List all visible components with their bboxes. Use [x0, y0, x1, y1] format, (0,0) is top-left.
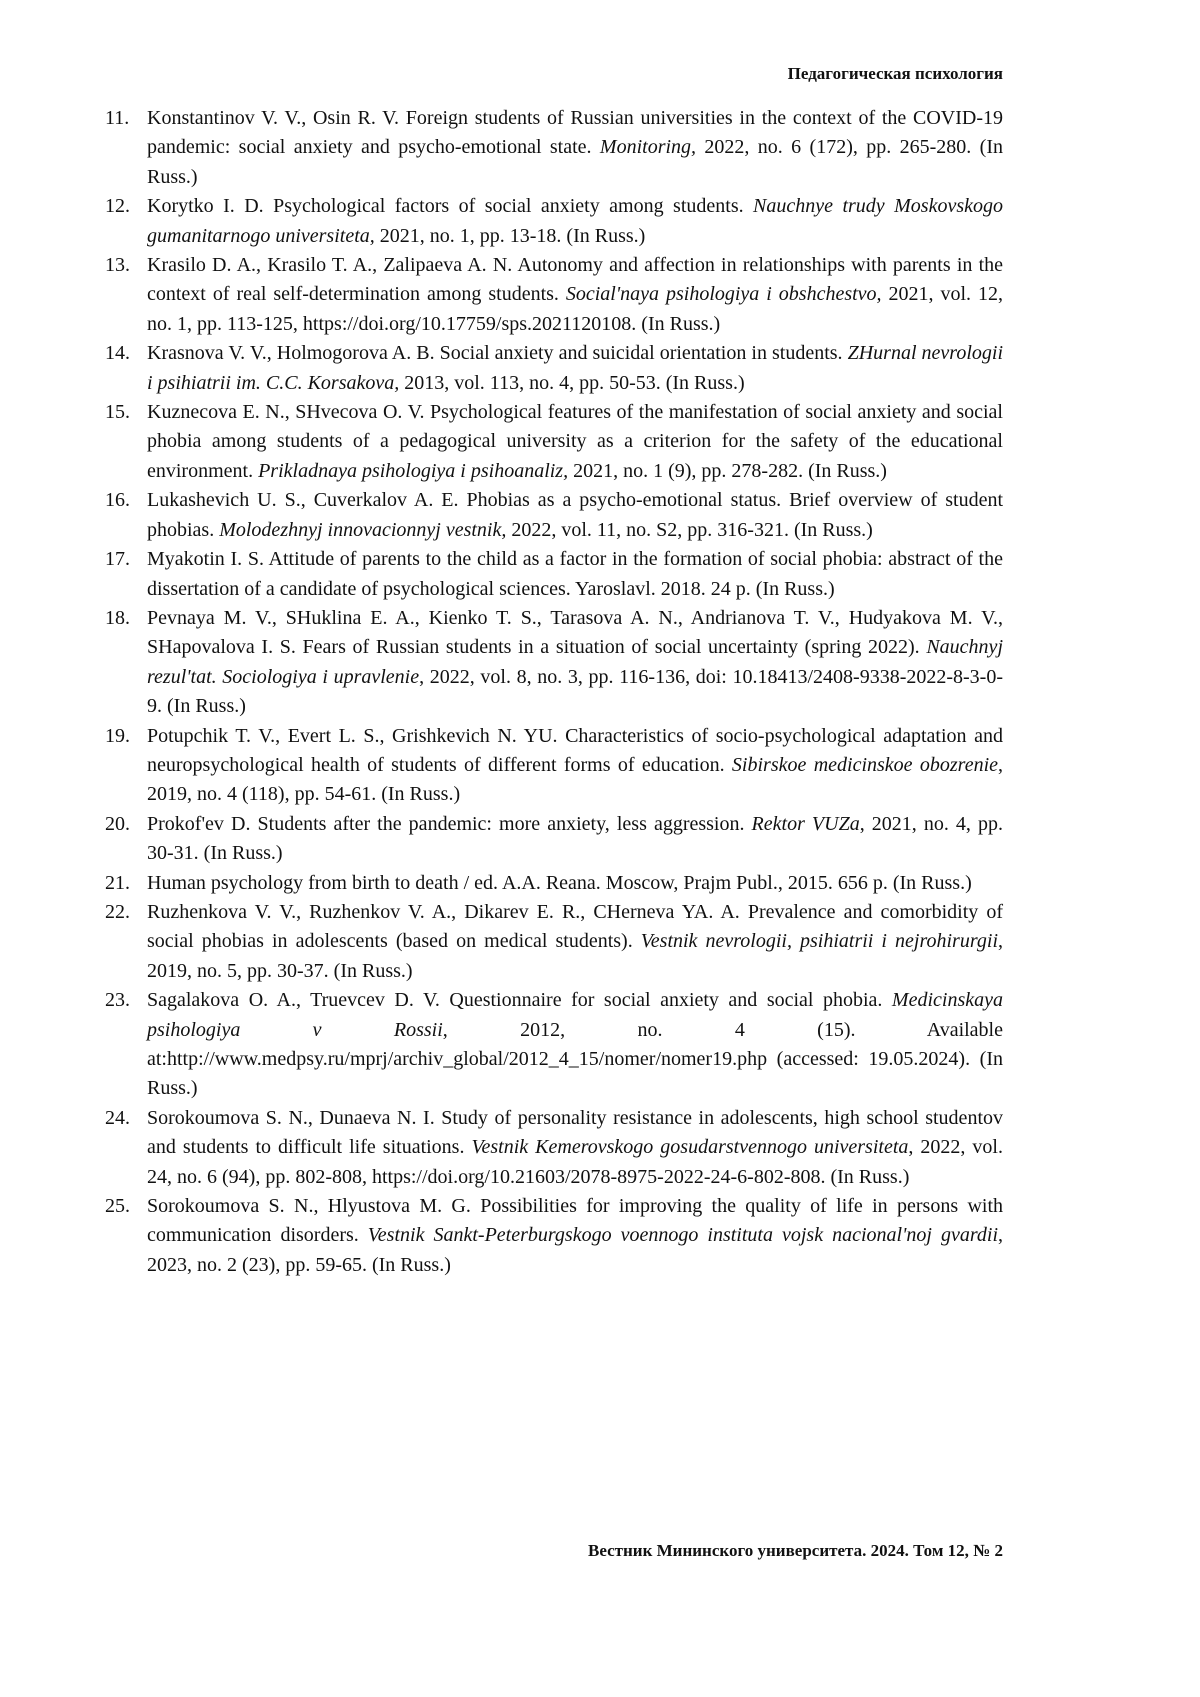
- reference-journal: Vestnik Kemerovskogo gosudarstvennogo universiteta: [471, 1136, 909, 1159]
- reference-number: 11.: [105, 107, 130, 129]
- reference-item: [105, 398, 1003, 486]
- reference-item: [105, 604, 1003, 722]
- reference-authors-title: Human psychology from birth to death / ed. A.A. Reana. Moscow, Prajm Publ., 2015. 656 p. (In Russ.): [147, 871, 972, 894]
- reference-authors-title: Krasnova V. V., Holmogorova A. B. Social anxiety and suicidal orientation in students.: [147, 342, 848, 365]
- reference-item: [105, 722, 1003, 810]
- reference-authors-title: Krasilo D. A., Krasilo T. A., Zalipaeva A. N. Autonomy and affection in relationships with parents in the context of real self-determination among students.: [147, 254, 1003, 306]
- reference-list: [105, 104, 1003, 1280]
- reference-number: 18.: [105, 606, 130, 629]
- reference-details: , 2019, no. 5, pp. 30-37. (In Russ.): [147, 930, 1003, 982]
- reference-authors-title: Ruzhenkova V. V., Ruzhenkov V. A., Dikarev E. R., CHerneva YA. A. Prevalence and comorbidity of social phobias in adolescents (based on medical students).: [147, 900, 1003, 953]
- reference-number: 17.: [105, 548, 130, 571]
- reference-journal: Vestnik nevrologii, psihiatrii i nejrohirurgii: [640, 930, 998, 953]
- reference-item: [105, 251, 1003, 339]
- reference-number: 23.: [105, 989, 130, 1012]
- reference-item: [105, 486, 1003, 545]
- reference-details: , 2023, no. 2 (23), pp. 59-65. (In Russ.): [147, 1224, 1003, 1276]
- running-header: Педагогическая психология: [787, 64, 1003, 83]
- reference-item: [105, 104, 1003, 192]
- reference-number: 22.: [105, 900, 130, 923]
- reference-item: [105, 1192, 1003, 1280]
- reference-number: 19.: [105, 724, 130, 747]
- reference-authors-title: Potupchik T. V., Evert L. S., Grishkevich N. YU. Characteristics of socio-psychological adaptation and neuropsychological health of students of different forms of education.: [147, 724, 1003, 776]
- reference-details: 2021, no. 1 (9), pp. 278-282. (In Russ.): [568, 459, 887, 482]
- reference-authors-title: Myakotin I. S. Attitude of parents to the child as a factor in the formation of social phobia: abstract of the dissertation of a candidate of psychological sciences. Yaroslavl. 2018. 24 p. (In Russ.): [147, 548, 1003, 600]
- reference-number: 15.: [105, 401, 130, 424]
- reference-details: 2021, vol. 12, no. 1, pp. 113-125, https://doi.org/10.17759/sps.2021120108. (In Russ.): [147, 283, 1003, 335]
- reference-number: 13.: [105, 254, 130, 277]
- reference-journal: Medicinskaya psihologiya v Rossii: [147, 989, 1003, 1041]
- reference-details: , 2021, no. 4, pp. 30-31. (In Russ.): [147, 812, 1004, 865]
- reference-details: , 2019, no. 4 (118), pp. 54-61. (In Russ.): [147, 753, 1004, 806]
- reference-authors-title: Korytko I. D. Psychological factors of social anxiety among students.: [147, 195, 754, 218]
- reference-authors-title: Prokof'ev D. Students after the pandemic: more anxiety, less aggression.: [147, 812, 752, 835]
- reference-journal: Nauchnyj rezul'tat. Sociologiya i upravlenie: [147, 636, 1003, 688]
- reference-number: 14.: [105, 342, 130, 365]
- reference-details: , 2012, no. 4 (15). Available at:http://www.medpsy.ru/mprj/archiv_global/2012_4_15/nomer/nomer19.php (accessed: 19.05.2024). (In Russ.): [147, 1018, 1003, 1100]
- reference-number: 20.: [105, 812, 130, 835]
- reference-number: 16.: [105, 489, 130, 512]
- reference-number: 21.: [105, 871, 130, 894]
- reference-item: [105, 339, 1003, 398]
- reference-journal: ZHurnal nevrologii i psihiatrii im. C.C. Korsakova,: [147, 342, 1004, 394]
- running-footer: Вестник Мининского университета. 2024. Том 12, № 2: [588, 1541, 1003, 1560]
- reference-item: [105, 810, 1003, 869]
- reference-journal: Nauchnye trudy Moskovskogo gumanitarnogo universiteta,: [147, 195, 1003, 247]
- reference-authors-title: Pevnaya M. V., SHuklina E. A., Kienko T. S., Tarasova A. N., Andrianova T. V., Hudyakova M. V., SHapovalova I. S. Fears of Russian students in a situation of social uncertainty (spring 2022).: [147, 606, 1003, 659]
- reference-authors-title: Sagalakova O. A., Truevcev D. V. Questionnaire for social anxiety and social phobia.: [147, 989, 892, 1012]
- reference-number: 25.: [105, 1195, 130, 1218]
- reference-journal: Social'naya psihologiya i obshchestvo,: [565, 283, 882, 306]
- reference-journal: Molodezhnyj innovacionnyj vestnik,: [219, 518, 507, 541]
- reference-details: 2022, vol. 11, no. S2, pp. 316-321. (In Russ.): [506, 518, 873, 541]
- reference-authors-title: Sorokoumova S. N., Dunaeva N. I. Study of personality resistance in adolescents, high school studentov and students to difficult life situations.: [147, 1106, 1003, 1159]
- reference-details: 2013, vol. 113, no. 4, pp. 50-53. (In Russ.): [399, 371, 745, 394]
- reference-authors-title: Konstantinov V. V., Osin R. V. Foreign students of Russian universities in the context of the COVID-19 pandemic: social anxiety and psycho-emotional state.: [147, 107, 1003, 159]
- reference-authors-title: Kuznecova E. N., SHvecova O. V. Psychological features of the manifestation of social anxiety and social phobia among students of a pedagogical university as a criterion for the safety of the educational environment.: [147, 401, 1003, 482]
- reference-details: 2021, no. 1, pp. 13-18. (In Russ.): [374, 224, 646, 247]
- reference-item: [105, 869, 1003, 898]
- reference-journal: Vestnik Sankt-Peterburgskogo voennogo instituta vojsk nacional'noj gvardii: [367, 1224, 998, 1247]
- reference-authors-title: Lukashevich U. S., Cuverkalov A. E. Phobias as a psycho-emotional status. Brief overview of student phobias.: [147, 489, 1003, 541]
- reference-details: , 2022, vol. 24, no. 6 (94), pp. 802-808, https://doi.org/10.21603/2078-8975-2022-24-6-802-808. (In Russ.): [147, 1136, 1003, 1188]
- reference-item: [105, 545, 1003, 604]
- reference-number: 12.: [105, 195, 130, 218]
- reference-item: [105, 898, 1003, 986]
- reference-authors-title: Sorokoumova S. N., Hlyustova M. G. Possibilities for improving the quality of life in persons with communication disorders.: [147, 1195, 1003, 1247]
- reference-item: [105, 192, 1003, 251]
- reference-journal: Monitoring,: [599, 136, 697, 159]
- reference-item: [105, 986, 1003, 1104]
- reference-details: , 2022, vol. 8, no. 3, pp. 116-136, doi: 10.18413/2408-9338-2022-8-3-0-9. (In Russ.): [147, 665, 1003, 718]
- reference-journal: Rektor VUZa: [751, 812, 860, 835]
- reference-journal: Sibirskoe medicinskoe obozrenie: [731, 753, 999, 776]
- reference-number: 24.: [105, 1106, 130, 1129]
- reference-item: [105, 1104, 1003, 1192]
- reference-details: 2022, no. 6 (172), pp. 265-280. (In Russ.): [147, 136, 1003, 188]
- reference-journal: Prikladnaya psihologiya i psihoanaliz,: [258, 459, 569, 482]
